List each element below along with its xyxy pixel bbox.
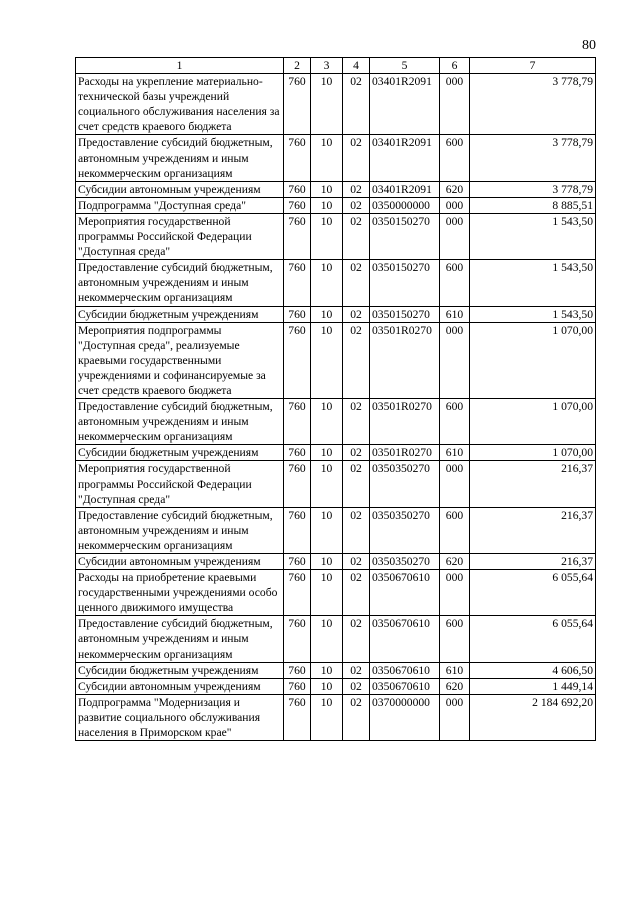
row-amount: 1 449,14 [470, 678, 596, 694]
row-section-code: 10 [311, 570, 343, 616]
row-name: Субсидии автономным учреждениям [76, 181, 284, 197]
budget-table [75, 57, 596, 741]
row-target-code: 03501R0270 [370, 322, 440, 398]
table-row [76, 678, 596, 694]
row-section-code: 10 [311, 445, 343, 461]
row-expense-type: 600 [440, 616, 470, 662]
row-section-code: 10 [311, 74, 343, 135]
row-target-code: 03401R2091 [370, 181, 440, 197]
row-expense-type: 000 [440, 197, 470, 213]
row-section-code: 10 [311, 260, 343, 306]
row-ministry-code: 760 [284, 445, 311, 461]
row-ministry-code: 760 [284, 554, 311, 570]
row-expense-type: 620 [440, 678, 470, 694]
row-section-code: 10 [311, 181, 343, 197]
row-target-code: 0370000000 [370, 694, 440, 740]
row-target-code: 0350350270 [370, 507, 440, 553]
row-amount: 3 778,79 [470, 135, 596, 181]
row-expense-type: 610 [440, 306, 470, 322]
row-name: Предоставление субсидий бюджетным, автономным учреждениям и иным некоммерческим организациям [76, 399, 284, 445]
row-ministry-code: 760 [284, 306, 311, 322]
row-target-code: 0350670610 [370, 616, 440, 662]
row-ministry-code: 760 [284, 662, 311, 678]
row-amount: 216,37 [470, 554, 596, 570]
table-row [76, 445, 596, 461]
row-subsection-code: 02 [343, 135, 370, 181]
row-section-code: 10 [311, 694, 343, 740]
header-col-3: 3 [311, 58, 343, 74]
row-name: Подпрограмма "Модернизация и развитие социального обслуживания населения в Приморском крае" [76, 694, 284, 740]
table-row [76, 74, 596, 135]
row-expense-type: 000 [440, 461, 470, 507]
row-expense-type: 620 [440, 554, 470, 570]
row-expense-type: 000 [440, 213, 470, 259]
row-target-code: 0350670610 [370, 678, 440, 694]
row-expense-type: 610 [440, 662, 470, 678]
row-section-code: 10 [311, 678, 343, 694]
row-name: Мероприятия государственной программы Российской Федерации "Доступная среда" [76, 461, 284, 507]
row-expense-type: 600 [440, 507, 470, 553]
row-subsection-code: 02 [343, 662, 370, 678]
row-name: Предоставление субсидий бюджетным, автономным учреждениям и иным некоммерческим организациям [76, 507, 284, 553]
row-subsection-code: 02 [343, 260, 370, 306]
row-expense-type: 600 [440, 135, 470, 181]
row-subsection-code: 02 [343, 616, 370, 662]
row-ministry-code: 760 [284, 570, 311, 616]
row-subsection-code: 02 [343, 694, 370, 740]
row-amount: 1 070,00 [470, 445, 596, 461]
row-section-code: 10 [311, 616, 343, 662]
header-row [76, 58, 596, 74]
row-target-code: 03501R0270 [370, 399, 440, 445]
table-row [76, 507, 596, 553]
row-amount: 4 606,50 [470, 662, 596, 678]
header-col-1: 1 [76, 58, 284, 74]
table-row [76, 322, 596, 398]
row-subsection-code: 02 [343, 181, 370, 197]
row-target-code: 0350670610 [370, 662, 440, 678]
row-amount: 3 778,79 [470, 181, 596, 197]
row-expense-type: 600 [440, 399, 470, 445]
row-subsection-code: 02 [343, 554, 370, 570]
row-section-code: 10 [311, 135, 343, 181]
header-col-4: 4 [343, 58, 370, 74]
row-ministry-code: 760 [284, 399, 311, 445]
row-subsection-code: 02 [343, 322, 370, 398]
row-target-code: 0350000000 [370, 197, 440, 213]
row-ministry-code: 760 [284, 260, 311, 306]
row-name: Субсидии автономным учреждениям [76, 678, 284, 694]
row-subsection-code: 02 [343, 197, 370, 213]
row-ministry-code: 760 [284, 197, 311, 213]
row-amount: 6 055,64 [470, 570, 596, 616]
row-name: Субсидии бюджетным учреждениям [76, 662, 284, 678]
row-name: Предоставление субсидий бюджетным, автономным учреждениям и иным некоммерческим организациям [76, 260, 284, 306]
header-col-7: 7 [470, 58, 596, 74]
row-section-code: 10 [311, 461, 343, 507]
header-col-2: 2 [284, 58, 311, 74]
table-row [76, 135, 596, 181]
row-ministry-code: 760 [284, 322, 311, 398]
row-name: Субсидии бюджетным учреждениям [76, 306, 284, 322]
row-subsection-code: 02 [343, 399, 370, 445]
row-expense-type: 000 [440, 570, 470, 616]
row-target-code: 0350150270 [370, 306, 440, 322]
row-amount: 1 543,50 [470, 306, 596, 322]
row-expense-type: 000 [440, 322, 470, 398]
row-name: Мероприятия подпрограммы "Доступная среда", реализуемые краевыми государственными учреждениями и софинансируемые за счет средств краевого бюджета [76, 322, 284, 398]
row-target-code: 0350150270 [370, 260, 440, 306]
row-section-code: 10 [311, 213, 343, 259]
row-subsection-code: 02 [343, 570, 370, 616]
row-section-code: 10 [311, 322, 343, 398]
table-row [76, 306, 596, 322]
row-target-code: 03501R0270 [370, 445, 440, 461]
header-col-6: 6 [440, 58, 470, 74]
row-amount: 3 778,79 [470, 74, 596, 135]
table-row [76, 616, 596, 662]
row-name: Мероприятия государственной программы Российской Федерации "Доступная среда" [76, 213, 284, 259]
row-target-code: 0350350270 [370, 461, 440, 507]
row-name: Субсидии автономным учреждениям [76, 554, 284, 570]
row-amount: 216,37 [470, 507, 596, 553]
table-row [76, 197, 596, 213]
row-name: Предоставление субсидий бюджетным, автономным учреждениям и иным некоммерческим организациям [76, 135, 284, 181]
row-ministry-code: 760 [284, 213, 311, 259]
table-row [76, 461, 596, 507]
row-subsection-code: 02 [343, 507, 370, 553]
row-section-code: 10 [311, 399, 343, 445]
page-number: 80 [582, 38, 596, 53]
row-target-code: 0350150270 [370, 213, 440, 259]
row-amount: 1 543,50 [470, 213, 596, 259]
row-subsection-code: 02 [343, 213, 370, 259]
row-target-code: 0350670610 [370, 570, 440, 616]
row-subsection-code: 02 [343, 445, 370, 461]
table-row [76, 181, 596, 197]
row-ministry-code: 760 [284, 507, 311, 553]
row-ministry-code: 760 [284, 74, 311, 135]
row-target-code: 03401R2091 [370, 135, 440, 181]
row-ministry-code: 760 [284, 616, 311, 662]
row-amount: 8 885,51 [470, 197, 596, 213]
row-section-code: 10 [311, 662, 343, 678]
row-target-code: 0350350270 [370, 554, 440, 570]
row-subsection-code: 02 [343, 678, 370, 694]
row-subsection-code: 02 [343, 74, 370, 135]
row-ministry-code: 760 [284, 678, 311, 694]
row-name: Предоставление субсидий бюджетным, автономным учреждениям и иным некоммерческим организациям [76, 616, 284, 662]
table-row [76, 694, 596, 740]
row-section-code: 10 [311, 197, 343, 213]
table-row [76, 662, 596, 678]
table-row [76, 213, 596, 259]
row-amount: 1 070,00 [470, 322, 596, 398]
table-row [76, 570, 596, 616]
row-section-code: 10 [311, 306, 343, 322]
row-target-code: 03401R2091 [370, 74, 440, 135]
row-expense-type: 620 [440, 181, 470, 197]
row-ministry-code: 760 [284, 181, 311, 197]
row-amount: 1 070,00 [470, 399, 596, 445]
row-ministry-code: 760 [284, 461, 311, 507]
row-section-code: 10 [311, 554, 343, 570]
row-amount: 1 543,50 [470, 260, 596, 306]
row-expense-type: 000 [440, 694, 470, 740]
header-col-5: 5 [370, 58, 440, 74]
row-subsection-code: 02 [343, 306, 370, 322]
row-section-code: 10 [311, 507, 343, 553]
row-name: Субсидии бюджетным учреждениям [76, 445, 284, 461]
row-expense-type: 000 [440, 74, 470, 135]
row-ministry-code: 760 [284, 135, 311, 181]
row-name: Расходы на приобретение краевыми государственными учреждениями особо ценного движимого имущества [76, 570, 284, 616]
row-amount: 216,37 [470, 461, 596, 507]
row-expense-type: 610 [440, 445, 470, 461]
row-name: Расходы на укрепление материально-технической базы учреждений социального обслуживания населения за счет средств краевого бюджета [76, 74, 284, 135]
row-amount: 2 184 692,20 [470, 694, 596, 740]
table-row [76, 399, 596, 445]
row-name: Подпрограмма "Доступная среда" [76, 197, 284, 213]
table-row [76, 260, 596, 306]
row-amount: 6 055,64 [470, 616, 596, 662]
row-ministry-code: 760 [284, 694, 311, 740]
row-expense-type: 600 [440, 260, 470, 306]
table-row [76, 554, 596, 570]
row-subsection-code: 02 [343, 461, 370, 507]
